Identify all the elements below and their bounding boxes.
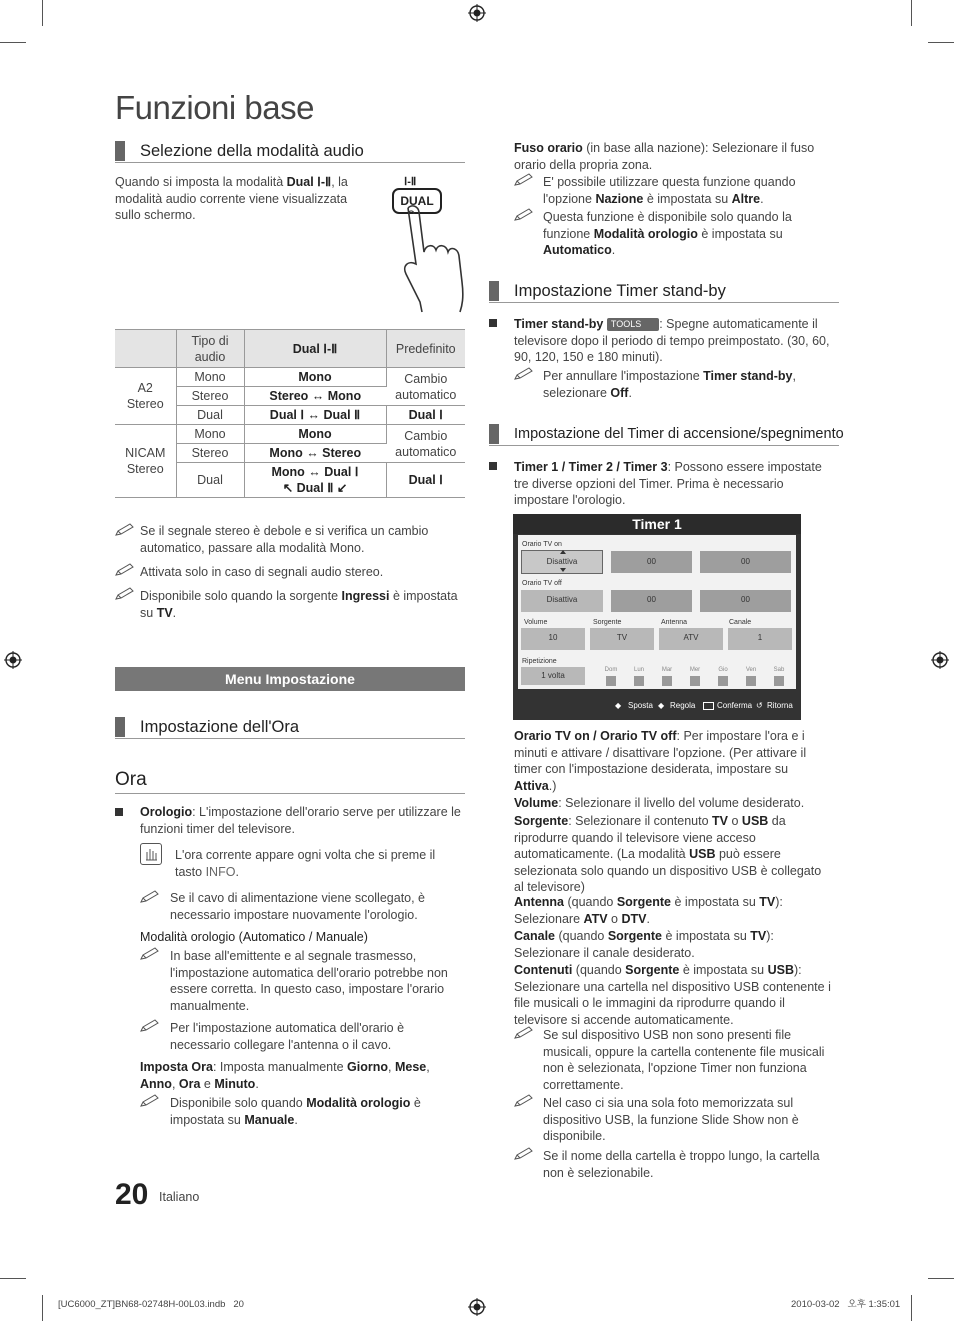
- off-hour-field[interactable]: 00: [611, 590, 692, 612]
- day-checkbox[interactable]: [774, 676, 784, 686]
- modalita-note-2: Per l'impostazione automatica dell'orario è necessario collegare l'antenna o il cavo.: [170, 1021, 405, 1052]
- table-row: [115, 425, 465, 444]
- note-pencil-icon: [514, 208, 534, 222]
- note-pencil-icon: [514, 1026, 534, 1040]
- table-cell: Dual Ⅰ: [386, 463, 465, 498]
- bullet-square: [115, 808, 123, 816]
- bullet-square: [489, 319, 497, 327]
- ora-section-heading: Impostazione dell'Ora: [115, 715, 465, 739]
- channel-field[interactable]: 1: [728, 628, 792, 650]
- footer-confirm: Conferma: [717, 701, 753, 710]
- registration-mark-icon: [4, 651, 22, 669]
- table-header-cell: [115, 330, 176, 368]
- usb-note-3: Se il nome della cartella è troppo lungo, la cartella non è selezionabile.: [543, 1149, 820, 1180]
- note-pencil-icon: [115, 587, 135, 601]
- table-cell: Mono ↔ Stereo: [244, 444, 386, 463]
- registration-mark-icon: [468, 1298, 486, 1316]
- volume-label: Volume: [524, 619, 548, 626]
- canale-text: Canale (quando Sorgente è impostata su TV): Selezionare il canale desiderato.: [514, 929, 774, 960]
- page-title: Funzioni base: [115, 89, 314, 126]
- audio-note-1: Se il segnale stereo è debole e si verifica un cambio automatico, passare alla modalità Mono.: [140, 524, 429, 555]
- timer-text: Timer 1 / Timer 2 / Timer 3: Possono essere impostate tre diverse opzioni del Timer. Prima è necessario impostare l'orologio.: [514, 460, 822, 507]
- table-header-row: [115, 330, 465, 368]
- return-icon: ↺: [756, 701, 763, 710]
- day-label: Ven: [745, 667, 757, 673]
- off-minute-field[interactable]: 00: [700, 590, 791, 612]
- fuso-orario-text: Fuso orario (in base alla nazione): Selezionare il fuso orario della propria zona.: [514, 141, 815, 172]
- volume-field[interactable]: 10: [521, 628, 585, 650]
- ora-divider: [115, 793, 465, 794]
- table-cell-line: ↖ Dual Ⅱ ↙: [282, 481, 348, 495]
- footer-timestamp: 2010-03-02 오후 1:35:01: [791, 1299, 901, 1310]
- info-icon: [140, 843, 162, 865]
- day-checkbox[interactable]: [634, 676, 644, 686]
- menu-impostazione-bar: Menu Impostazione: [115, 667, 465, 691]
- on-minute-field[interactable]: 00: [700, 551, 791, 573]
- table-cell: Cambio automatico: [386, 368, 465, 406]
- modalita-orologio-heading: Modalità orologio (Automatico / Manuale): [140, 930, 368, 944]
- fuso-note-1: E' possibile utilizzare questa funzione quando l'opzione Nazione è impostata su Altre.: [543, 175, 796, 206]
- on-time-select[interactable]: Disattiva: [521, 550, 603, 574]
- day-label: Lun: [633, 667, 644, 673]
- audio-note-2: Attivata solo in caso di segnali audio stereo.: [140, 565, 384, 579]
- orologio-text: Orologio: L'impostazione dell'orario serve per utilizzare le funzioni timer del televisore.: [140, 805, 461, 836]
- note-pencil-icon: [140, 947, 160, 961]
- day-label: Mar: [661, 667, 673, 673]
- imposta-ora-text: Imposta Ora: Imposta manualmente Giorno, Mese, Anno, Ora e Minuto.: [140, 1060, 430, 1091]
- note-pencil-icon: [115, 563, 135, 577]
- table-cell: A2 Stereo: [115, 368, 176, 425]
- modalita-note-1: In base all'emittente e al segnale trasmesso, l'impostazione automatica dell'orario potrebbe non essere corretta. In questo caso, impostare l'orario manualmente.: [170, 949, 448, 1013]
- audio-note-3: Disponibile solo quando la sorgente Ingressi è impostata su TV.: [140, 589, 458, 620]
- day-label: Gio: [718, 667, 728, 673]
- antenna-label: Antenna: [661, 619, 688, 626]
- day-label: Sab: [773, 667, 785, 673]
- table-header-cell: Tipo di audio: [176, 330, 244, 368]
- repeat-field[interactable]: 1 volta: [521, 667, 585, 685]
- audio-section-heading: Selezione della modalità audio: [115, 139, 465, 163]
- standby-section-heading: Impostazione Timer stand-by: [489, 279, 839, 303]
- usb-note-1: Se sul dispositivo USB non sono presenti file musicali, oppure la cartella contenente file musicali non è selezionata, l'opzione Timer non funziona correttamente.: [543, 1028, 825, 1092]
- note-pencil-icon: [514, 367, 534, 381]
- footer-file-info: [UC6000_ZT]BN68-02748H-00L03.indb 20: [58, 1299, 244, 1310]
- table-row: [115, 368, 465, 387]
- volume-text: Volume: Selezionare il livello del volume desiderato.: [514, 796, 805, 810]
- note-pencil-icon: [140, 890, 160, 904]
- contenuti-text: Contenuti (quando Sorgente è impostata su USB): Selezionare una cartella nel dispositivo USB contenente i file musicali o le immagini da riprodurre quando il televisore si accende automaticamente.: [514, 963, 831, 1027]
- table-cell: Dual Ⅰ: [386, 406, 465, 425]
- note-pencil-icon: [140, 1094, 160, 1108]
- table-cell: Mono: [244, 425, 386, 444]
- ora-title: Ora: [115, 769, 147, 790]
- table-cell: Dual Ⅰ ↔ Dual Ⅱ: [244, 406, 386, 425]
- day-checkbox[interactable]: [718, 676, 728, 686]
- move-arrows-icon: ◆: [615, 701, 622, 710]
- note-pencil-icon: [514, 173, 534, 187]
- page-number: 20: [115, 1178, 149, 1211]
- off-time-label: Orario TV off: [522, 580, 562, 587]
- table-cell: Stereo ↔ Mono: [244, 387, 386, 406]
- table-cell: Dual: [176, 463, 244, 498]
- table-cell: [244, 463, 386, 498]
- table-cell: Stereo: [176, 387, 244, 406]
- note-pencil-icon: [140, 1019, 160, 1033]
- crop-mark: [911, 0, 912, 26]
- antenna-field[interactable]: ATV: [659, 628, 723, 650]
- footer-move: Sposta: [628, 701, 653, 710]
- down-arrow-icon: [560, 568, 566, 572]
- audio-intro: Quando si imposta la modalità Dual Ⅰ-Ⅱ, la modalità audio corrente viene visualizzata sullo schermo.: [115, 175, 348, 222]
- hand-icon: [394, 202, 468, 314]
- sorgente-text: Sorgente: Selezionare il contenuto TV o USB da riprodurre quando il televisore viene acceso automaticamente. (La modalità USB può essere selezionata solo quando un dispositivo USB è collegato al televisore): [514, 814, 822, 894]
- table-cell: Stereo: [176, 444, 244, 463]
- standby-text: Timer stand-by TOOLS : Spegne automaticamente il televisore dopo il periodo di tempo preimpostato. (30, 60, 90, 120, 150 e 180 minuti).: [514, 317, 830, 364]
- remote-top-label: Ⅰ-Ⅱ: [404, 176, 417, 188]
- enter-icon: [703, 702, 714, 710]
- timer-screen-title: Timer 1: [513, 514, 801, 534]
- day-checkbox[interactable]: [662, 676, 672, 686]
- crop-mark: [911, 1295, 912, 1321]
- table-cell: Mono: [176, 425, 244, 444]
- off-time-select[interactable]: Disattiva: [521, 590, 603, 612]
- crop-mark: [928, 42, 954, 43]
- crop-mark: [0, 42, 26, 43]
- on-time-label: Orario TV on: [522, 541, 562, 548]
- audio-mode-table: [115, 329, 465, 498]
- timer-screen-body: [518, 535, 796, 689]
- note-pencil-icon: [115, 523, 135, 537]
- orario-tv-text: Orario TV on / Orario TV off: Per impostare l'ora e i minuti e attivare / disattivare l'opzione. (Per attivare il timer con l'impostazione desiderata, impostare su Attiva.): [514, 729, 807, 793]
- repeat-label: Ripetizione: [522, 658, 557, 665]
- footer-return: Ritorna: [767, 701, 793, 710]
- day-checkbox[interactable]: [606, 676, 616, 686]
- day-checkbox[interactable]: [746, 676, 756, 686]
- bullet-square: [489, 462, 497, 470]
- antenna-text: Antenna (quando Sorgente è impostata su TV): Selezionare ATV o DTV.: [514, 895, 783, 926]
- onoff-section-heading: Impostazione del Timer di accensione/spegnimento: [489, 422, 839, 446]
- page-language: Italiano: [159, 1190, 200, 1204]
- channel-label: Canale: [729, 619, 752, 626]
- table-cell: Mono: [244, 368, 386, 387]
- crop-mark: [42, 0, 43, 26]
- on-hour-field[interactable]: 00: [611, 551, 692, 573]
- table-cell: Mono: [176, 368, 244, 387]
- note-pencil-icon: [514, 1147, 534, 1161]
- registration-mark-icon: [931, 651, 949, 669]
- timer-screen-footer: [513, 696, 801, 716]
- crop-mark: [0, 1278, 26, 1279]
- table-cell: Cambio automatico: [386, 425, 465, 463]
- registration-mark-icon: [468, 4, 486, 22]
- table-cell: Dual: [176, 406, 244, 425]
- adjust-arrows-icon: ◆: [658, 701, 665, 710]
- crop-mark: [928, 1278, 954, 1279]
- source-field[interactable]: TV: [590, 628, 654, 650]
- footer-adjust: Regola: [670, 701, 696, 710]
- table-header-cell: Dual Ⅰ-Ⅱ: [244, 330, 386, 368]
- table-cell: NICAM Stereo: [115, 425, 176, 498]
- day-label: Mer: [689, 667, 701, 673]
- info-note: L'ora corrente appare ogni volta che si preme il tasto INFO.: [175, 848, 436, 879]
- dual-button: DUAL: [392, 188, 442, 214]
- table-header-cell: Predefinito: [386, 330, 465, 368]
- fuso-note-2: Questa funzione è disponibile solo quando la funzione Modalità orologio è impostata su Automatico.: [543, 210, 792, 257]
- source-label: Sorgente: [593, 619, 622, 626]
- tools-badge: TOOLS: [607, 318, 659, 331]
- note-pencil-icon: [514, 1094, 534, 1108]
- day-label: Dom: [604, 667, 618, 673]
- timer-screen: [513, 514, 801, 720]
- manuale-note: Disponibile solo quando Modalità orologio è impostata su Manuale.: [170, 1096, 421, 1127]
- up-arrow-icon: [560, 550, 566, 554]
- day-checkbox[interactable]: [690, 676, 700, 686]
- standby-note: Per annullare l'impostazione Timer stand-by, selezionare Off.: [543, 369, 796, 400]
- remote-dual-illustration: [384, 172, 468, 314]
- cable-note: Se il cavo di alimentazione viene scollegato, è necessario impostare nuovamente l'orologio.: [170, 891, 426, 922]
- crop-mark: [42, 1295, 43, 1321]
- table-cell-line: Mono ↔ Dual Ⅰ: [271, 465, 359, 479]
- usb-note-2: Nel caso ci sia una sola foto memorizzata sul dispositivo USB, la funzione Slide Show non è disponibile.: [543, 1096, 799, 1143]
